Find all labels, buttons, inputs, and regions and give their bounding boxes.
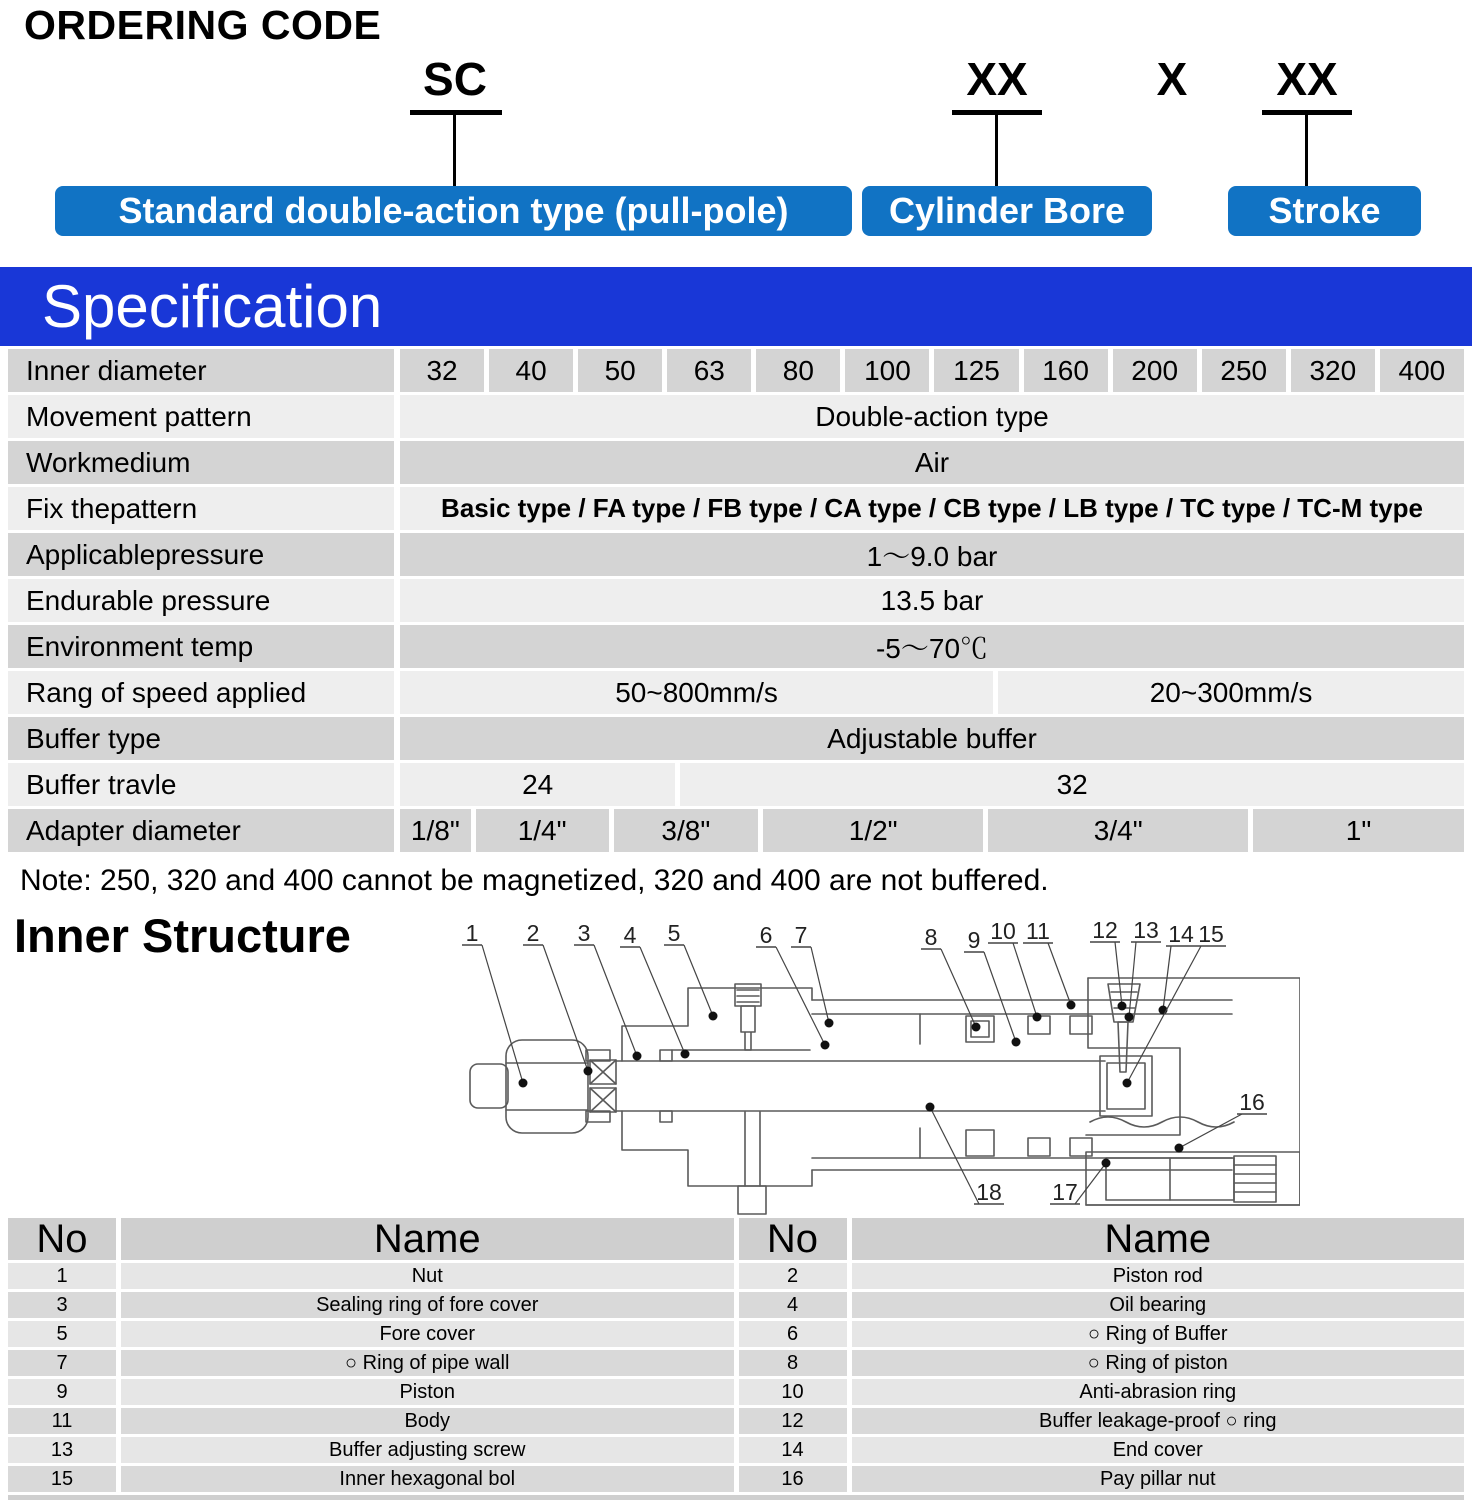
parts-header-cell: No — [739, 1218, 847, 1260]
ordering-code-title: ORDERING CODE — [24, 2, 382, 48]
spec-cell: 1/2" — [763, 809, 983, 852]
specification-table — [8, 349, 1464, 852]
spec-row-values — [400, 763, 1464, 806]
spec-row-label: Environment temp — [8, 625, 394, 668]
spec-row — [8, 717, 1464, 760]
callout-number: 8 — [924, 924, 938, 950]
spec-row — [8, 809, 1464, 852]
spec-cell: 1/4" — [476, 809, 609, 852]
code-bore-xx: XX — [966, 53, 1028, 105]
spec-row — [8, 349, 1464, 392]
spec-cell: 1/8" — [400, 809, 471, 852]
code-sc: SC — [423, 53, 487, 105]
note-text: Note: 250, 320 and 400 cannot be magnetized, 320 and 400 are not buffered. — [20, 864, 1049, 897]
callout-number: 5 — [667, 920, 681, 946]
label-cylinder-bore: Cylinder Bore — [862, 186, 1152, 236]
part-number: 1 — [8, 1263, 116, 1289]
inner-structure-diagram — [440, 890, 1300, 1220]
spec-cell: 63 — [667, 349, 751, 392]
callout-number: 13 — [1133, 917, 1159, 943]
part-name: Piston — [121, 1379, 734, 1405]
spec-row-label: Movement pattern — [8, 395, 394, 438]
part-number: 11 — [8, 1408, 116, 1434]
spec-cell: 32 — [400, 349, 484, 392]
parts-table — [8, 1218, 1464, 1500]
parts-header-cell: Name — [852, 1218, 1465, 1260]
spec-row-values — [400, 487, 1464, 530]
parts-row — [8, 1321, 1464, 1347]
parts-row — [8, 1379, 1464, 1405]
spec-cell: 200 — [1113, 349, 1197, 392]
code-x-separator: X — [1156, 53, 1188, 105]
spec-row-label: Workmedium — [8, 441, 394, 484]
spec-cell: 400 — [1380, 349, 1464, 392]
spec-row-label: Inner diameter — [8, 349, 394, 392]
parts-row — [8, 1263, 1464, 1289]
spec-row-values — [400, 395, 1464, 438]
callout-number: 12 — [1092, 917, 1118, 943]
parts-row — [8, 1466, 1464, 1492]
part-name: Buffer adjusting screw — [121, 1437, 734, 1463]
specification-title: Specification — [42, 273, 383, 340]
parts-header-cell: Name — [121, 1218, 734, 1260]
spec-cell: 100 — [845, 349, 929, 392]
spec-cell: 160 — [1024, 349, 1108, 392]
code-sc-stem — [453, 115, 456, 186]
parts-header-row — [8, 1218, 1464, 1260]
parts-row — [8, 1408, 1464, 1434]
callout-number: 3 — [577, 920, 591, 946]
callout-number: 9 — [967, 927, 981, 953]
spec-row — [8, 671, 1464, 714]
part-number: 15 — [8, 1466, 116, 1492]
parts-row — [8, 1292, 1464, 1318]
part-number: 8 — [739, 1350, 847, 1376]
spec-cell: 3/8" — [614, 809, 758, 852]
part-number: 13 — [8, 1437, 116, 1463]
spec-row-values — [400, 625, 1464, 668]
spec-row-label: Adapter diameter — [8, 809, 394, 852]
spec-cell: Double-action type — [400, 395, 1464, 438]
part-name: Pay pillar nut — [852, 1466, 1465, 1492]
parts-row — [8, 1350, 1464, 1376]
spec-cell: 13.5 bar — [400, 579, 1464, 622]
spec-cell: 3/4" — [988, 809, 1248, 852]
label-action-type: Standard double-action type (pull-pole) — [55, 186, 852, 236]
callout-number: 11 — [1026, 918, 1050, 944]
spec-cell: Air — [400, 441, 1464, 484]
callout-number: 1 — [465, 920, 479, 946]
spec-row-label: Fix thepattern — [8, 487, 394, 530]
part-number: 10 — [739, 1379, 847, 1405]
spec-cell: 320 — [1291, 349, 1375, 392]
spec-cell: 1～9.0 bar — [400, 533, 1464, 576]
code-stroke-xx: XX — [1276, 53, 1338, 105]
spec-row-label: Buffer travle — [8, 763, 394, 806]
parts-row — [8, 1437, 1464, 1463]
spec-row — [8, 395, 1464, 438]
label-stroke: Stroke — [1228, 186, 1421, 236]
part-name: End cover — [852, 1437, 1465, 1463]
spec-row — [8, 533, 1464, 576]
part-number: 4 — [739, 1292, 847, 1318]
code-stroke-stem — [1305, 115, 1308, 186]
callout-number: 15 — [1198, 921, 1224, 947]
parts-table-partial-row — [8, 1495, 1464, 1500]
spec-row — [8, 763, 1464, 806]
spec-cell: 40 — [489, 349, 573, 392]
spec-cell: 250 — [1202, 349, 1286, 392]
spec-cell: 50 — [578, 349, 662, 392]
spec-cell: 125 — [934, 349, 1018, 392]
spec-row — [8, 487, 1464, 530]
part-name: ○ Ring of piston — [852, 1350, 1465, 1376]
spec-cell: 1" — [1253, 809, 1464, 852]
specification-banner — [0, 267, 1472, 346]
inner-structure-title: Inner Structure — [14, 909, 351, 962]
part-name: Inner hexagonal bol — [121, 1466, 734, 1492]
code-bore-stem — [995, 115, 998, 186]
spec-cell: Adjustable buffer — [400, 717, 1464, 760]
part-number: 3 — [8, 1292, 116, 1318]
spec-cell: Basic type / FA type / FB type / CA type / CB type / LB type / TC type / TC-M type — [400, 487, 1464, 530]
spec-row-label: Endurable pressure — [8, 579, 394, 622]
spec-row — [8, 441, 1464, 484]
code-sc-underline — [410, 110, 502, 115]
part-name: Fore cover — [121, 1321, 734, 1347]
part-number: 2 — [739, 1263, 847, 1289]
callout-number: 4 — [623, 922, 637, 948]
part-name: Buffer leakage-proof ○ ring — [852, 1408, 1465, 1434]
spec-row-label: Applicablepressure — [8, 533, 394, 576]
callout-number: 7 — [794, 922, 808, 948]
part-name: ○ Ring of Buffer — [852, 1321, 1465, 1347]
spec-cell: 80 — [756, 349, 840, 392]
spec-cell: 50~800mm/s — [400, 671, 993, 714]
callout-number: 16 — [1239, 1089, 1265, 1115]
part-number: 9 — [8, 1379, 116, 1405]
spec-cell: 20~300mm/s — [998, 671, 1464, 714]
part-name: Nut — [121, 1263, 734, 1289]
part-number: 6 — [739, 1321, 847, 1347]
spec-row-label: Buffer type — [8, 717, 394, 760]
spec-row — [8, 579, 1464, 622]
part-number: 7 — [8, 1350, 116, 1376]
part-name: Body — [121, 1408, 734, 1434]
part-name: Anti-abrasion ring — [852, 1379, 1465, 1405]
spec-row-values — [400, 717, 1464, 760]
spec-row-values — [400, 441, 1464, 484]
callout-number: 17 — [1052, 1179, 1078, 1205]
spec-row-values — [400, 533, 1464, 576]
spec-cell: 32 — [680, 763, 1464, 806]
spec-row-values — [400, 671, 1464, 714]
part-number: 12 — [739, 1408, 847, 1434]
part-name: Piston rod — [852, 1263, 1465, 1289]
spec-row — [8, 625, 1464, 668]
spec-cell: -5～70℃ — [400, 625, 1464, 668]
spec-row-values — [400, 579, 1464, 622]
part-number: 16 — [739, 1466, 847, 1492]
callout-number: 2 — [526, 920, 540, 946]
spec-row-values — [400, 349, 1464, 392]
part-number: 5 — [8, 1321, 116, 1347]
spec-row-values — [400, 809, 1464, 852]
part-name: Oil bearing — [852, 1292, 1465, 1318]
spec-cell: 24 — [400, 763, 675, 806]
callout-number: 14 — [1168, 921, 1194, 947]
callout-number: 10 — [990, 918, 1016, 944]
cylinder-cross-section — [470, 978, 1300, 1214]
callout-number: 18 — [976, 1179, 1002, 1205]
part-name: Sealing ring of fore cover — [121, 1292, 734, 1318]
spec-row-label: Rang of speed applied — [8, 671, 394, 714]
part-name: ○ Ring of pipe wall — [121, 1350, 734, 1376]
callout-number: 6 — [759, 922, 773, 948]
parts-header-cell: No — [8, 1218, 116, 1260]
part-number: 14 — [739, 1437, 847, 1463]
